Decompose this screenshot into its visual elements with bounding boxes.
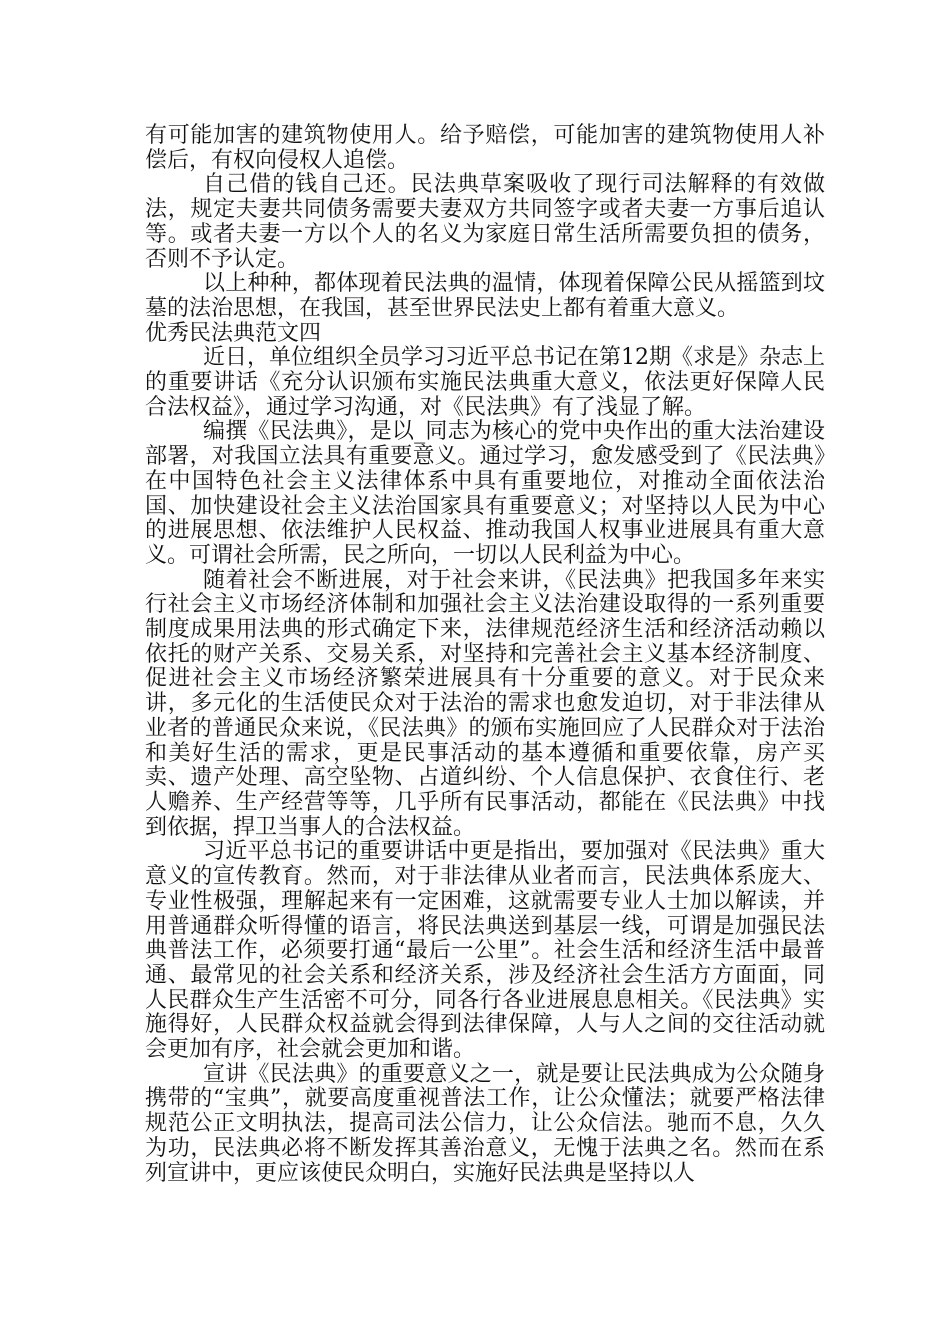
section-heading: 优秀民法典范文四 xyxy=(145,320,322,346)
paragraph-continuation: 有可能加害的建筑物使用人。给予赔偿，可能加害的建筑物使用人补偿后，有权向侵权人追偿。 xyxy=(145,123,825,173)
paragraph-study-intro: 近日，单位组织全员学习习近平总书记在第12期《求是》杂志上的重要讲话《充分认识颁布实施民法典重大意义，依法更好保障人民合法权益》，通过学习沟通，对《民法典》有了浅显了解。 xyxy=(145,345,825,420)
paragraph-compilation: 编撰《民法典》，是以_同志为核心的党中央作出的重大法治建设部署，对我国立法具有重要意义。通过学习，愈发感受到了《民法典》在中国特色社会主义法律体系中具有重要地位，对推动全面依法治国、加快建设社会主义法治国家具有重要意义；对坚持以人民为中心的进展思想、依法维护人民权益、推动我国人权事业进展具有重大意义。可谓社会所需，民之所向，一切以人民利益为中心。 xyxy=(145,419,825,568)
paragraph-summary: 以上种种，都体现着民法典的温情，体现着保障公民从摇篮到坟墓的法治思想，在我国，甚至世界民法史上都有着重大意义。 xyxy=(145,271,825,321)
paragraph-speech: 习近平总书记的重要讲话中更是指出，要加强对《民法典》重大意义的宣传教育。然而，对于非法律从业者而言，民法典体系庞大、专业性极强，理解起来有一定困难，这就需要专业人士加以解读，并用普通群众听得懂的语言，将民法典送到基层一线，可谓是加强民法典普法工作，必须要打通“最后一公里”。社会生活和经济生活中最普通、最常见的社会关系和经济关系，涉及经济社会生活方方面面，同人民群众生产生活密不可分，同各行各业进展息息相关。《民法典》实施得好，人民群众权益就会得到法律保障，人与人之间的交往活动就会更加有序，社会就会更加和谐。 xyxy=(145,839,825,1063)
document-body xyxy=(145,124,825,1186)
paragraph-debt: 自己借的钱自己还。民法典草案吸收了现行司法解释的有效做法，规定夫妻共同债务需要夫妻双方共同签字或者夫妻一方事后追认等。或者夫妻一方以个人的名义为家庭日常生活所需要负担的债务，否则不予认定。 xyxy=(145,172,825,272)
paragraph-promotion: 宣讲《民法典》的重要意义之一，就是要让民法典成为公众随身携带的“宝典”，就要高度重视普法工作，让公众懂法；就要严格法律规范公正文明执法，提高司法公信力，让公众信法。驰而不息，久久为功，民法典必将不断发挥其善治意义，无愧于法典之名。然而在系列宣讲中，更应该使民众明白，实施好民法典是坚持以人 xyxy=(145,1061,825,1186)
paragraph-society: 随着社会不断进展，对于社会来讲，《民法典》把我国多年来实行社会主义市场经济体制和加强社会主义法治建设取得的一系列重要制度成果用法典的形式确定下来，法律规范经济生活和经济活动赖以依托的财产关系、交易关系，对坚持和完善社会主义基本经济制度、促进社会主义市场经济繁荣进展具有十分重要的意义。对于民众来讲，多元化的生活使民众对于法治的需求也愈发迫切，对于非法律从业者的普通民众来说，《民法典》的颁布实施回应了人民群众对于法治和美好生活的需求，更是民事活动的基本遵循和重要依靠，房产买卖、遗产处理、高空坠物、占道纠纷、个人信息保护、衣食住行、老人赡养、生产经营等等，几乎所有民事活动，都能在《民法典》中找到依据，捍卫当事人的合法权益。 xyxy=(145,567,825,840)
